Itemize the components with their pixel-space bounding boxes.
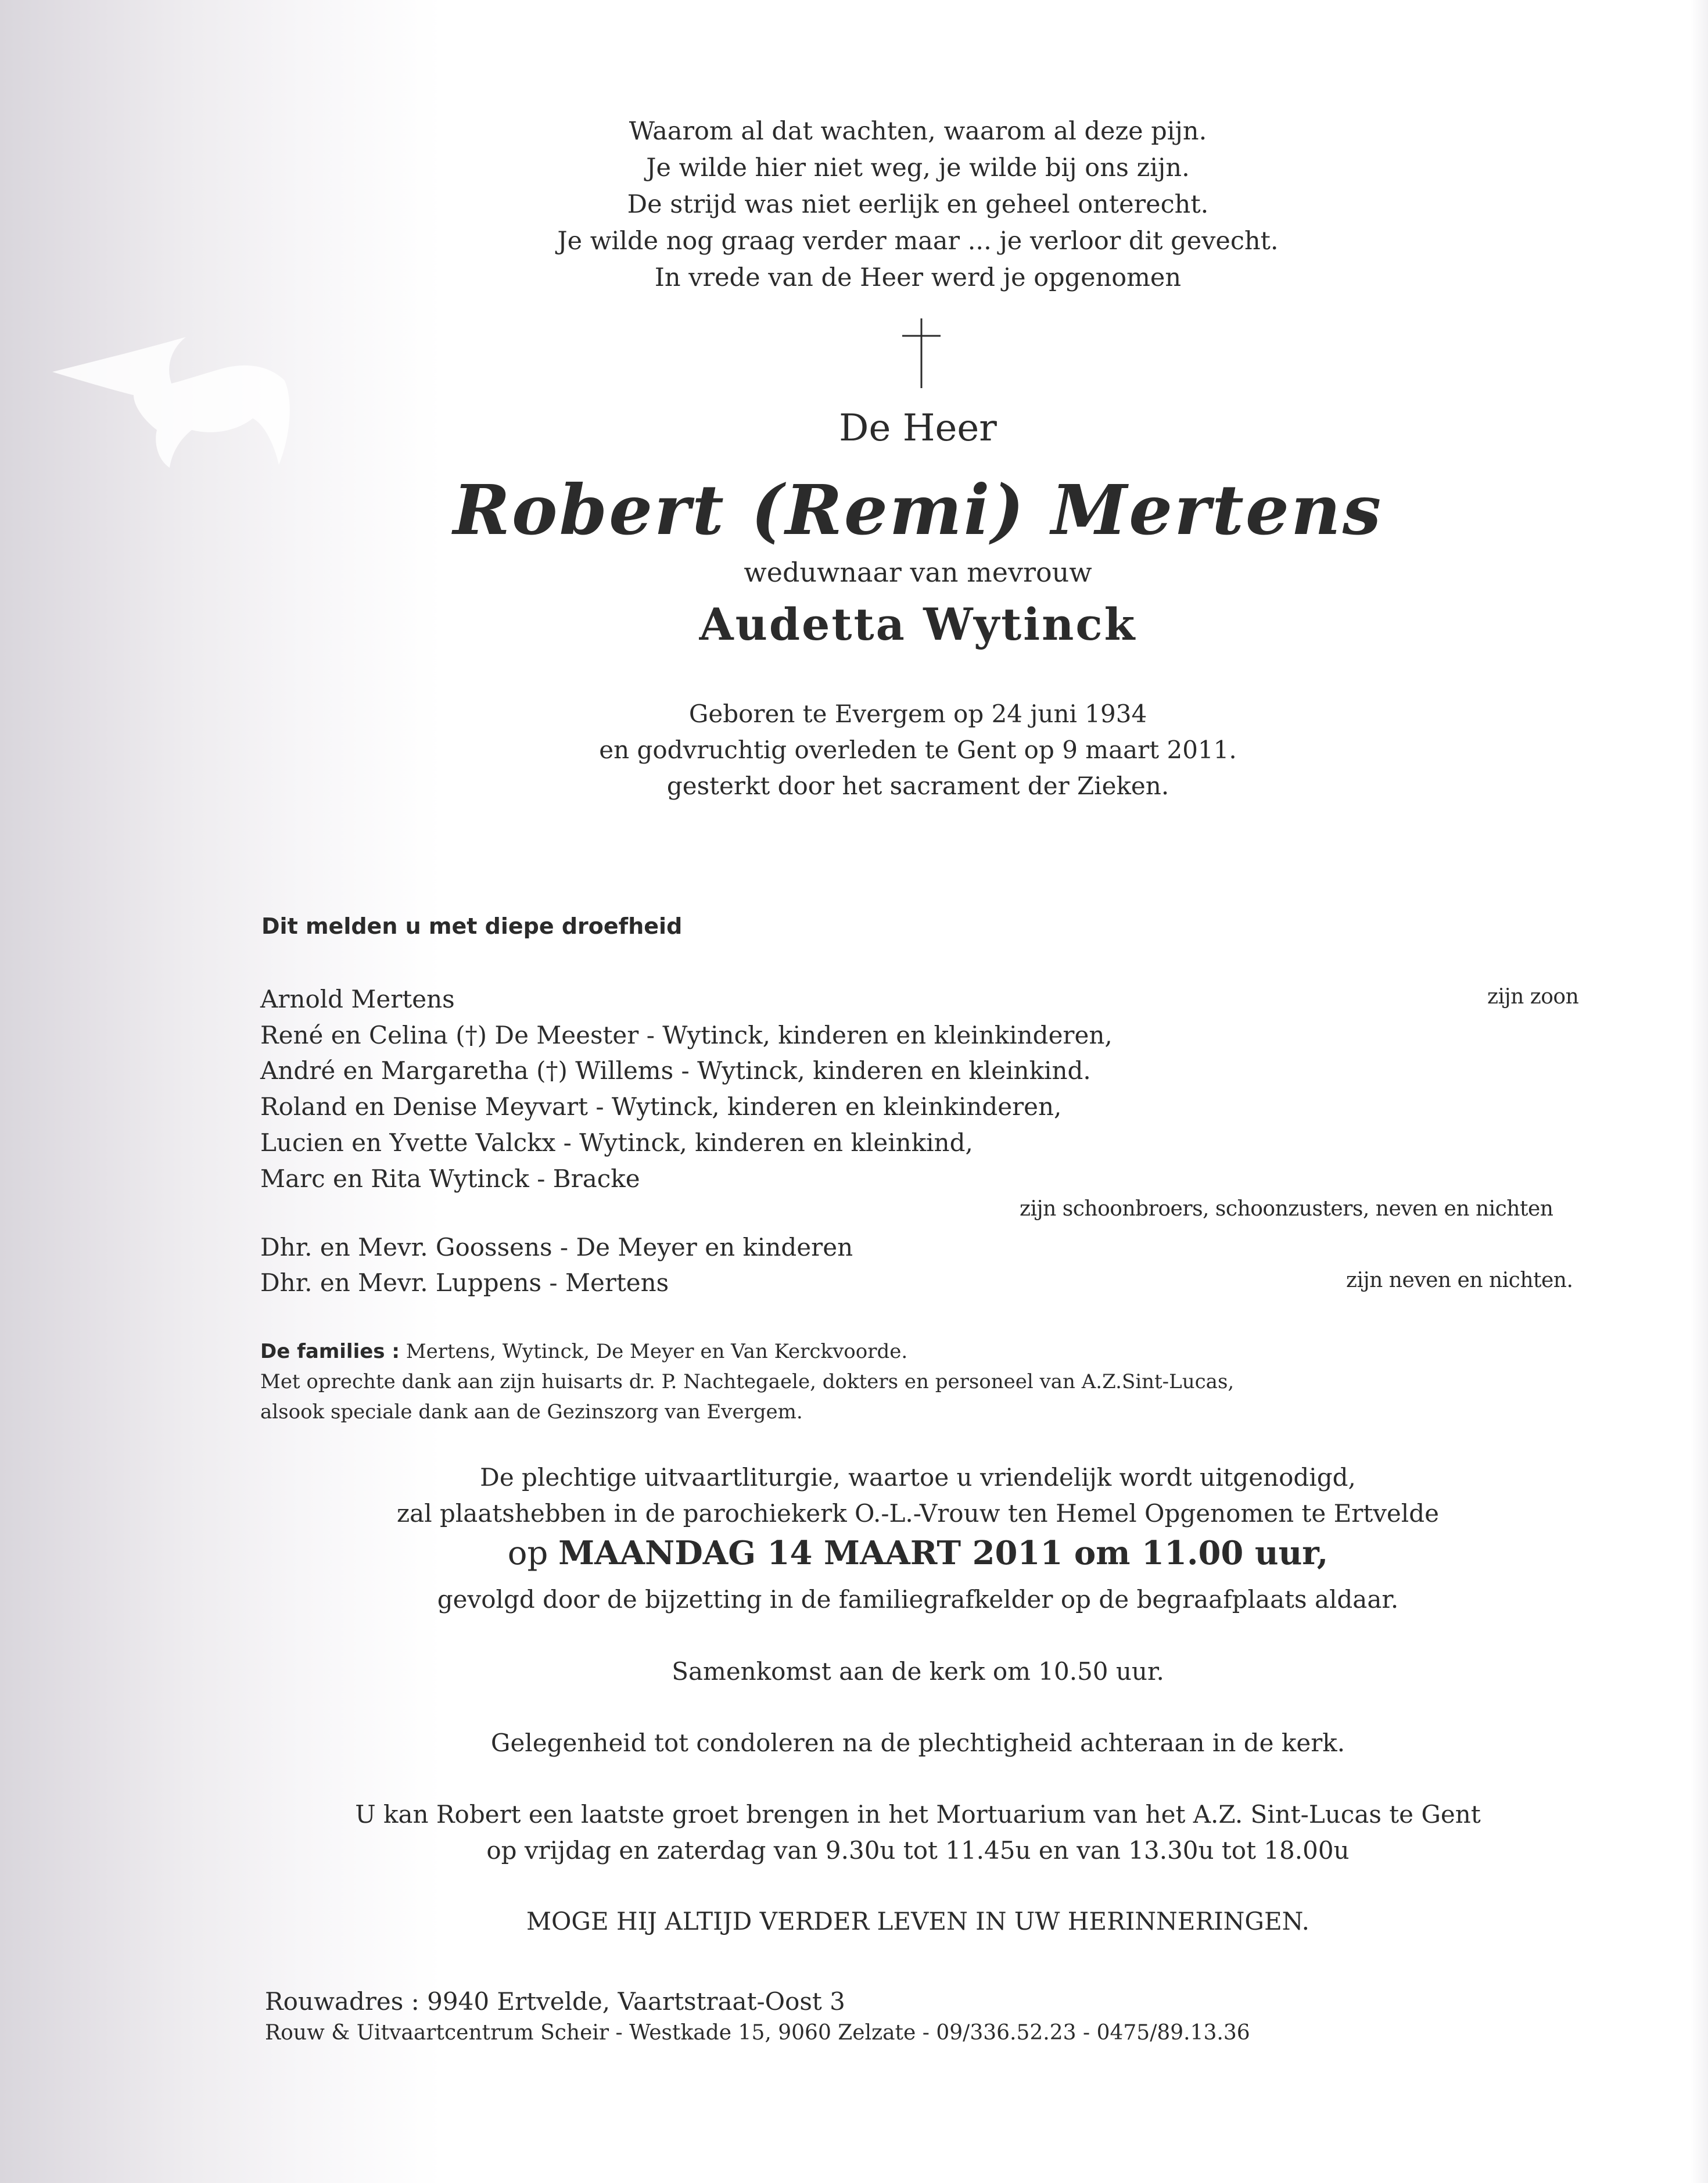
- family-line: Roland en Denise Meyvart - Wytinck, kinderen en kleinkinderen,: [260, 1092, 1062, 1121]
- visit-hours-line: op vrijdag en zaterdag van 9.30u tot 11.45u en van 13.30u tot 18.00u: [486, 1836, 1350, 1865]
- birth-death-details: [256, 696, 1580, 804]
- poem-line: Je wilde hier niet weg, je wilde bij ons zijn.: [646, 153, 1190, 182]
- announcement: Dit melden u met diepe droefheid: [261, 913, 683, 939]
- visit-line: U kan Robert een laatste groet brengen in het Mortuarium van het A.Z. Sint-Lucas te Gent: [355, 1800, 1481, 1829]
- poem-line: In vrede van de Heer werd je opgenomen: [654, 263, 1182, 292]
- families-label: De families :: [260, 1340, 400, 1363]
- funeral-home: Rouw & Uitvaartcentrum Scheir - Westkade 15, 9060 Zelzate - 09/336.52.23 - 0475/89.13.36: [265, 2021, 1250, 2045]
- son-relation: zijn zoon: [1487, 985, 1579, 1009]
- family-line: René en Celina (†) De Meester - Wytinck, kinderen en kleinkinderen,: [260, 1021, 1113, 1049]
- poem: [256, 113, 1580, 296]
- thanks-line: Met oprechte dank aan zijn huisarts dr. P. Nachtegaele, dokters en personeel van A.Z.Sint-Lucas,: [260, 1370, 1235, 1393]
- date-prefix: op: [507, 1535, 559, 1572]
- families-block: [260, 1336, 1234, 1427]
- in-laws-relation: zijn schoonbroers, schoonzusters, neven en nichten: [1020, 1197, 1553, 1221]
- death-line: en godvruchtig overleden te Gent op 9 maart 2011.: [599, 736, 1237, 764]
- condolences-line: Gelegenheid tot condoleren na de plechtigheid achteraan in de kerk.: [490, 1729, 1345, 1757]
- cousins-relation: zijn neven en nichten.: [1346, 1268, 1573, 1292]
- family-line: Dhr. en Mevr. Luppens - Mertens: [260, 1268, 669, 1297]
- date-value: MAANDAG 14 MAART 2011 om 11.00 uur,: [558, 1534, 1329, 1572]
- family-line: Lucien en Yvette Valckx - Wytinck, kinderen en kleinkind,: [260, 1128, 973, 1157]
- title-prefix: De Heer: [839, 407, 997, 450]
- ceremony-date: [256, 1534, 1580, 1572]
- families-names: Mertens, Wytinck, De Meyer en Van Kerckvoorde.: [399, 1340, 908, 1363]
- birth-line: Geboren te Evergem op 24 juni 1934: [688, 700, 1147, 728]
- widow-intro: weduwnaar van mevrouw: [744, 557, 1092, 588]
- family-son: Arnold Mertens: [260, 985, 455, 1013]
- ceremony-location: zal plaatshebben in de parochiekerk O.-L.-Vrouw ten Hemel Opgenomen te Ertvelde: [397, 1499, 1439, 1528]
- burial-line: gevolgd door de bijzetting in de familiegrafkelder op de begraafplaats aldaar.: [437, 1585, 1399, 1614]
- sacrament-line: gesterkt door het sacrament der Zieken.: [666, 772, 1169, 800]
- thanks-line: alsook speciale dank aan de Gezinszorg van Evergem.: [260, 1400, 803, 1424]
- deceased-name: Robert (Remi) Mertens: [453, 469, 1383, 550]
- family-line: Dhr. en Mevr. Goossens - De Meyer en kinderen: [260, 1233, 853, 1261]
- cross-icon: [901, 318, 942, 388]
- gathering-line: Samenkomst aan de kerk om 10.50 uur.: [672, 1657, 1164, 1686]
- closing-line: MOGE HIJ ALTIJD VERDER LEVEN IN UW HERINNERINGEN.: [526, 1907, 1310, 1935]
- poem-line: De strijd was niet eerlijk en geheel onterecht.: [627, 190, 1209, 219]
- widow-name: Audetta Wytinck: [699, 598, 1137, 650]
- page-edge: [1691, 0, 1708, 2183]
- family-line: Marc en Rita Wytinck - Bracke: [260, 1164, 640, 1193]
- family-line: André en Margaretha (†) Willems - Wytinck, kinderen en kleinkind.: [260, 1056, 1091, 1085]
- mourning-address: Rouwadres : 9940 Ertvelde, Vaartstraat-Oost 3: [265, 1987, 845, 2016]
- ceremony-invite: De plechtige uitvaartliturgie, waartoe u vriendelijk wordt uitgenodigd,: [480, 1463, 1356, 1492]
- poem-line: Waarom al dat wachten, waarom al deze pijn.: [629, 117, 1207, 146]
- poem-line: Je wilde nog graag verder maar ... je verloor dit gevecht.: [557, 227, 1279, 256]
